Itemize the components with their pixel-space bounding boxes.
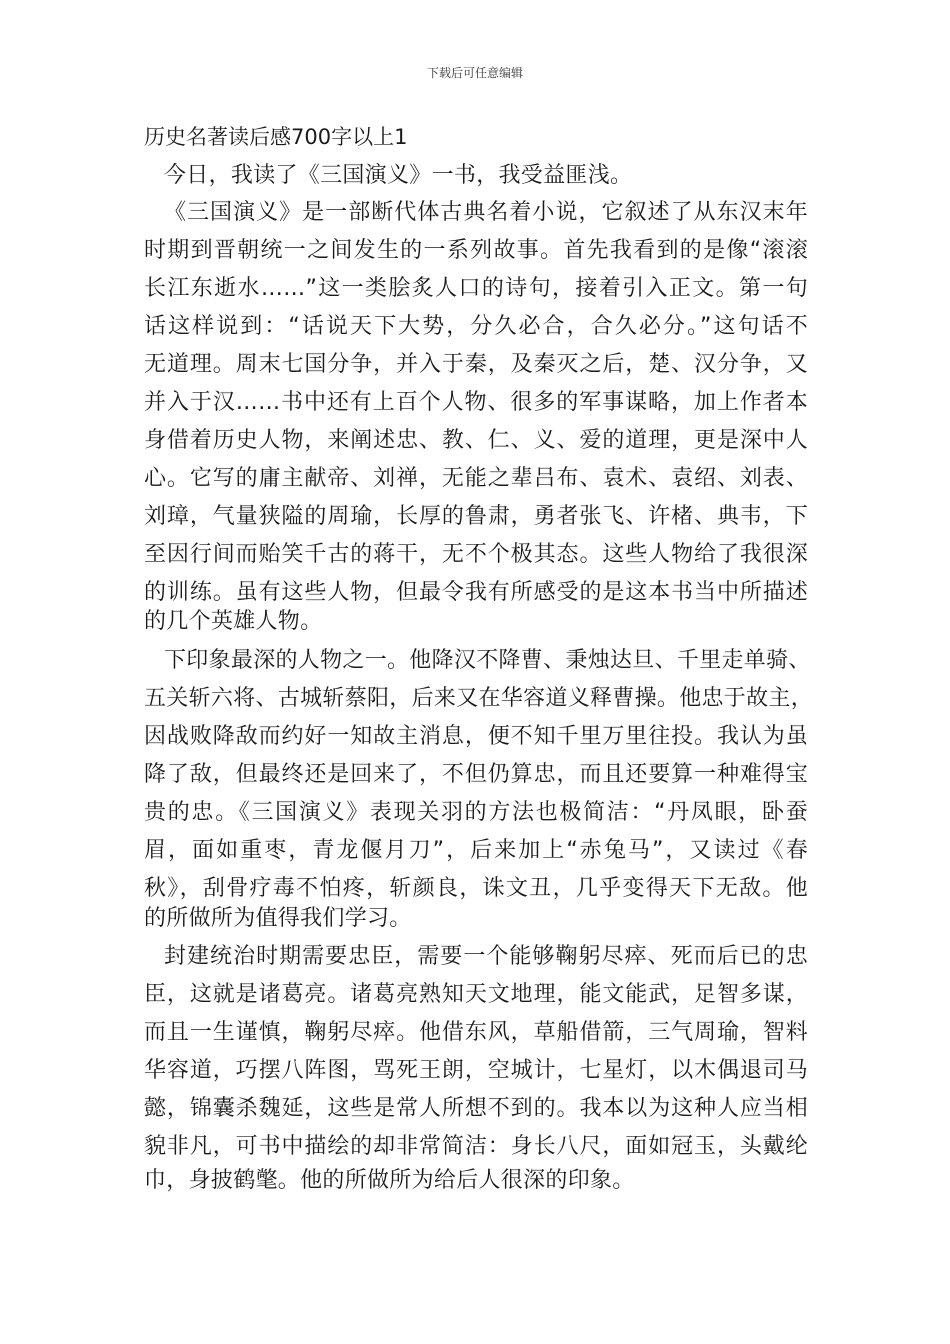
- text-line: 华容道，巧摆八阵图，骂死王朗，空城计，七星灯，以木偶退司马: [144, 1058, 808, 1083]
- text-line: 而且一生谨慎，鞠躬尽瘁。他借东风，草船借箭，三气周瑜，智料: [144, 1020, 808, 1045]
- text-line: 刘璋，气量狭隘的周瑜，长厚的鲁肃，勇者张飞、许楮、典韦，下: [144, 504, 808, 529]
- text-line: 今日，我读了《三国演义》一书，我受益匪浅。: [164, 163, 633, 188]
- document-title: 历史名著读后感700字以上1: [144, 125, 408, 149]
- text-line: 《三国演义》是一部断代体古典名着小说，它叙述了从东汉末年: [164, 200, 808, 225]
- text-line: 下印象最深的人物之一。他降汉不降曹、秉烛达旦、千里走单骑、: [164, 648, 811, 673]
- text-line: 封建统治时期需要忠臣，需要一个能够鞠躬尽瘁、死而后已的忠: [164, 944, 808, 969]
- header-note: 下载后可任意编辑: [426, 66, 523, 80]
- text-line: 眉，面如重枣，青龙偃月刀”，后来加上“赤兔马”，又读过《春: [144, 838, 808, 863]
- text-line: 巾，身披鹤氅。他的所做所为给后人很深的印象。: [144, 1168, 635, 1193]
- text-line: 无道理。周末七国分争，并入于秦，及秦灭之后，楚、汉分争，又: [144, 352, 808, 377]
- text-line: 五关斩六将、古城斩蔡阳，后来又在华容道义释曹操。他忠于故主，: [144, 686, 814, 711]
- text-line: 貌非凡，可书中描绘的却非常简洁：身长八尺，面如冠玉，头戴纶: [144, 1134, 808, 1159]
- text-line: 心。它写的庸主献帝、刘禅，无能之辈吕布、袁术、袁绍、刘表、: [144, 466, 808, 491]
- text-line: 的几个英雄人物。: [144, 609, 323, 634]
- text-line: 臣，这就是诸葛亮。诸葛亮熟知天文地理，能文能武，足智多谋，: [144, 982, 808, 1007]
- text-line: 长江东逝水……”这一类脍炙人口的诗句，接着引入正文。第一句: [144, 276, 808, 301]
- text-line: 降了敌，但最终还是回来了，不但仍算忠，而且还要算一种难得宝: [144, 762, 808, 787]
- text-line: 话这样说到：“话说天下大势，分久必合，合久必分。”这句话不: [144, 314, 808, 339]
- text-line: 的所做所为值得我们学习。: [144, 906, 412, 931]
- text-line: 秋》，刮骨疗毒不怕疼，斩颜良，诛文丑，几乎变得天下无敌。他: [144, 876, 808, 901]
- text-line: 懿，锦囊杀魏延，这些是常人所想不到的。我本以为这种人应当相: [144, 1096, 808, 1121]
- text-line: 并入于汉……书中还有上百个人物、很多的军事谋略，加上作者本: [144, 390, 808, 415]
- text-line: 贵的忠。《三国演义》表现关羽的方法也极简洁：“丹凤眼，卧蚕: [144, 800, 808, 825]
- text-line: 时期到晋朝统一之间发生的一系列故事。首先我看到的是像“滚滚: [144, 238, 808, 263]
- text-line: 的训练。虽有这些人物，但最令我有所感受的是这本书当中所描述: [144, 580, 808, 605]
- text-line: 因战败降敌而约好一知故主消息，便不知千里万里往投。我认为虽: [144, 724, 808, 749]
- text-line: 至因行间而贻笑千古的蒋干，无不个极其态。这些人物给了我很深: [144, 542, 808, 567]
- text-line: 身借着历史人物，来阐述忠、教、仁、义、爱的道理，更是深中人: [144, 428, 808, 453]
